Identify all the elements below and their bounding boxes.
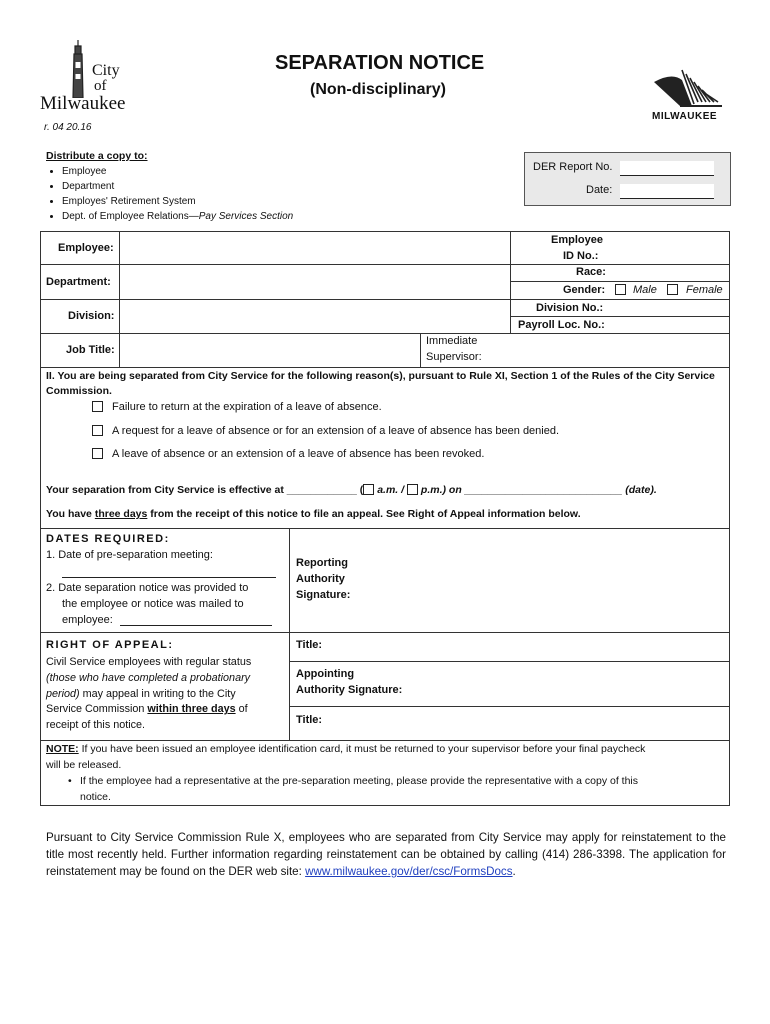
- payroll-label: Payroll Loc. No.:: [518, 319, 605, 331]
- reporting-label-1: Reporting: [296, 557, 348, 569]
- gender-male-checkbox[interactable]: [615, 284, 626, 295]
- immediate-label: Immediate: [426, 335, 478, 347]
- gender-female-label: Female: [686, 284, 723, 296]
- reason-checkbox-1[interactable]: [92, 401, 103, 412]
- reason-label-3: A leave of absence or an extension of a leave of absence has been revoked.: [112, 448, 485, 460]
- appeal-line-5: receipt of this notice.: [46, 719, 146, 732]
- pm-label: p.m.) on ___________________________: [420, 484, 623, 496]
- title-input-2[interactable]: [330, 708, 728, 738]
- note-bullet: •: [68, 775, 72, 787]
- title-input-1[interactable]: [330, 634, 728, 660]
- race-label: Race:: [576, 266, 606, 278]
- grid-line: [510, 264, 730, 265]
- appeal-line-2: (those who have completed a probationary: [46, 671, 251, 684]
- note-text-1: If you have been issued an employee identification card, it must be returned to your supervisor before your final paycheck: [78, 743, 646, 755]
- grid-line: [40, 333, 730, 334]
- distribute-heading: Distribute a copy to:: [46, 150, 148, 162]
- milwaukee-logo: [648, 68, 728, 124]
- division-label: Division:: [68, 310, 115, 322]
- appeal-deadline-a: You have: [46, 508, 95, 520]
- der-date-input[interactable]: [620, 184, 714, 199]
- employee-input[interactable]: [120, 232, 510, 264]
- employee-label: Employee:: [58, 242, 114, 254]
- note-line-2: will be released.: [46, 759, 122, 771]
- gender-female-checkbox[interactable]: [667, 284, 678, 295]
- gender-male-label: Male: [633, 284, 657, 296]
- payroll-input[interactable]: [608, 317, 728, 333]
- grid-line: [510, 281, 730, 282]
- distribute-item: • Employes' Retirement System: [62, 194, 293, 209]
- der-report-box: [524, 152, 731, 206]
- logo-of: of: [94, 78, 107, 94]
- art-museum-wings-icon: [652, 68, 724, 110]
- appeal-heading: RIGHT OF APPEAL:: [46, 639, 174, 651]
- note-line-1: [46, 743, 645, 755]
- appeal-line-4b: of: [235, 703, 248, 716]
- distribute-item: • Department: [62, 179, 293, 194]
- note-bullet-line-1: If the employee had a representative at the pre-separation meeting, please provide the representative with a copy of this: [80, 775, 638, 787]
- appeal-deadline-b: from the receipt of this notice to file an appeal. See Right of Appeal information below.: [147, 508, 581, 520]
- appointing-label-1: Appointing: [296, 668, 355, 680]
- title-label-2: Title:: [296, 714, 323, 726]
- job-title-label: Job Title:: [66, 344, 115, 356]
- grid-line: [289, 528, 290, 740]
- dates-item-2c: employee:: [62, 614, 113, 626]
- note-bullet-line-2: notice.: [80, 791, 111, 803]
- job-title-input[interactable]: [120, 334, 420, 366]
- reinstatement-paragraph: [46, 829, 726, 880]
- der-report-input[interactable]: [620, 161, 714, 176]
- reinstatement-text: Pursuant to City Service Commission Rule X, employees who are separated from City Service may apply for reinstatement to the title most recently held. Further information regarding reinstatement can be obtained by calling (414) 286-3398. The application for reinstatement may be found on the DER web site:: [46, 831, 726, 878]
- appeal-line-4: [46, 702, 282, 718]
- supervisor-input[interactable]: [490, 334, 728, 366]
- appeal-line-3-italic: period): [46, 687, 80, 700]
- reporting-label-3: Signature:: [296, 589, 351, 601]
- am-checkbox[interactable]: [363, 484, 374, 495]
- grid-line: [40, 528, 730, 529]
- reinstatement-end: .: [512, 865, 516, 878]
- page-title: SEPARATION NOTICE: [275, 52, 485, 74]
- revision-code: r. 04 20.16: [44, 122, 92, 133]
- title-label-1: Title:: [296, 639, 323, 651]
- race-input[interactable]: [608, 265, 728, 280]
- dates-item-2a: 2. Date separation notice was provided to: [46, 582, 249, 594]
- distribute-item-text: Dept. of Employee Relations—: [62, 211, 199, 222]
- appeal-line-3: [46, 687, 282, 703]
- appeal-line-4u: within three days: [147, 703, 236, 716]
- note-box: [40, 740, 730, 806]
- grid-line: [510, 231, 511, 333]
- employee-id-input[interactable]: [608, 232, 728, 264]
- reason-label-1: Failure to return at the expiration of a leave of absence.: [112, 401, 382, 413]
- grid-line: [420, 333, 421, 367]
- grid-line: [40, 632, 730, 633]
- division-no-input[interactable]: [608, 300, 728, 316]
- dates-item-1: 1. Date of pre-separation meeting:: [46, 549, 213, 561]
- appeal-line-3-text: may appeal in writing to the City: [79, 687, 236, 700]
- appeal-line-1: Civil Service employees with regular status: [46, 656, 252, 668]
- page-subtitle: (Non-disciplinary): [310, 81, 447, 98]
- date-word: (date).: [625, 484, 657, 496]
- pre-separation-date-input[interactable]: [62, 565, 276, 578]
- dates-item-2b: the employee or notice was mailed to: [62, 598, 244, 610]
- dates-heading: DATES REQUIRED:: [46, 533, 170, 545]
- reporting-label-2: Authority: [296, 573, 345, 585]
- distribute-list: [44, 164, 293, 224]
- department-label: Department:: [46, 276, 111, 288]
- supervisor-label: Supervisor:: [426, 351, 482, 363]
- grid-line: [510, 316, 730, 317]
- forms-link[interactable]: www.milwaukee.gov/der/csc/FormsDocs: [305, 865, 513, 878]
- pm-checkbox[interactable]: [407, 484, 418, 495]
- grid-line: [510, 299, 730, 300]
- gender-label: Gender:: [563, 284, 606, 296]
- grid-line: [40, 367, 730, 368]
- der-report-label: DER Report No.: [533, 161, 613, 173]
- grid-line: [289, 661, 730, 662]
- section2-intro: II. You are being separated from City Service for the following reason(s), pursuant to Rule XI, Section 1 of the Rules of the City Service Commission.: [46, 370, 715, 397]
- effective-text: Your separation from City Service is effective at ____________ (: [46, 484, 364, 496]
- distribute-item-italic: Pay Services Section: [198, 211, 294, 222]
- city-hall-tower-icon: [66, 40, 90, 98]
- appointing-label-2: Authority Signature:: [296, 684, 403, 696]
- division-input[interactable]: [120, 300, 510, 332]
- der-date-label: Date:: [586, 184, 613, 196]
- appeal-line-4a: Service Commission: [46, 703, 148, 716]
- grid-line: [40, 264, 511, 265]
- appeal-text: [46, 655, 282, 734]
- reporting-signature-input[interactable]: [360, 530, 728, 630]
- employee-id-label-2: ID No.:: [563, 250, 599, 262]
- logo-city: City: [92, 62, 120, 79]
- logo-milwaukee-text: MILWAUKEE: [652, 111, 718, 122]
- reason-checkbox-3[interactable]: [92, 448, 103, 459]
- effective-line: [46, 484, 657, 496]
- appeal-deadline-line: [46, 508, 581, 520]
- distribute-item: • Employee: [62, 164, 293, 179]
- reason-checkbox-2[interactable]: [92, 425, 103, 436]
- appointing-signature-input[interactable]: [410, 663, 728, 705]
- notice-date-input[interactable]: [120, 612, 272, 626]
- logo-milwaukee: Milwaukee: [40, 93, 126, 114]
- grid-line: [289, 706, 730, 707]
- grid-line: [40, 299, 511, 300]
- appeal-deadline-u: three days: [94, 508, 148, 520]
- am-label: a.m. /: [377, 484, 405, 496]
- city-logo: [40, 40, 135, 120]
- department-input[interactable]: [120, 265, 510, 299]
- distribute-item: [62, 209, 293, 224]
- employee-id-label: Employee: [551, 234, 603, 246]
- reason-label-2: A request for a leave of absence or for an extension of a leave of absence has been denied.: [112, 425, 560, 437]
- division-no-label: Division No.:: [536, 302, 604, 314]
- note-label: NOTE:: [46, 743, 79, 755]
